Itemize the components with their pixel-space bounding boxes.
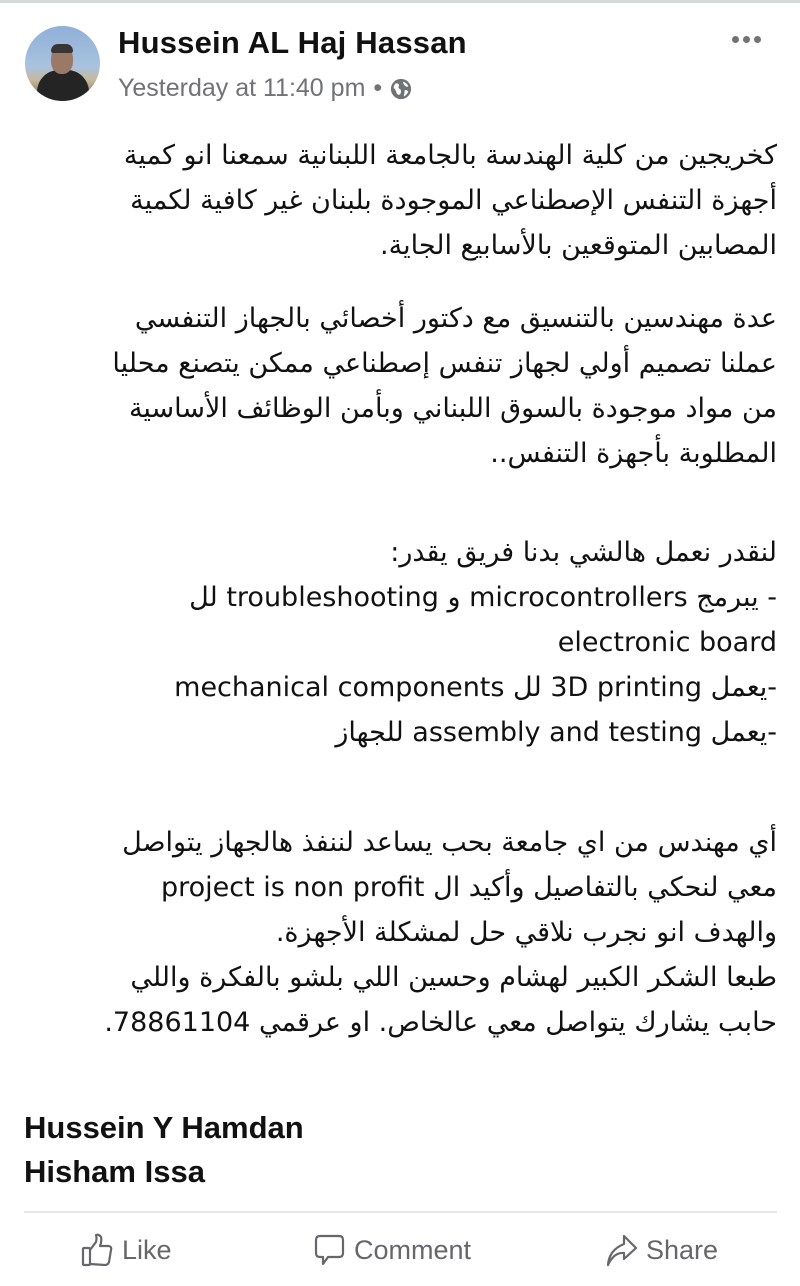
- share-arrow-icon: [604, 1232, 638, 1268]
- top-border: [0, 0, 800, 3]
- comment-button[interactable]: [312, 1232, 471, 1268]
- signature-name: Hussein Y Hamdan: [24, 1110, 304, 1145]
- comment-label: Comment: [354, 1234, 472, 1265]
- post-line: كخريجين من كلية الهندسة بالجامعة اللبنانية سمعنا انو كمية: [123, 140, 777, 171]
- globe-icon[interactable]: [390, 78, 412, 100]
- avatar-body-shape: [37, 70, 89, 101]
- post-line: electronic board: [557, 627, 777, 658]
- post-actions-bar: [0, 1224, 800, 1284]
- post-line: -يعمل 3D printing لل mechanical components: [174, 672, 777, 703]
- author-name[interactable]: Hussein AL Haj Hassan: [118, 25, 467, 60]
- post-paragraph-2: [24, 296, 777, 476]
- post-line: المصابين المتوقعين بالأسابيع الجاية.: [380, 230, 777, 261]
- share-button[interactable]: [604, 1232, 718, 1268]
- meta-separator: •: [373, 74, 383, 102]
- post-meta: [118, 74, 412, 103]
- post-line: -يعمل assembly and testing للجهاز: [335, 717, 777, 748]
- more-dot: [754, 36, 761, 43]
- share-label: Share: [646, 1234, 719, 1265]
- comment-bubble-icon: [312, 1232, 346, 1268]
- thumbs-up-icon: [80, 1232, 114, 1268]
- post-paragraph-4: [24, 820, 777, 1045]
- post-line: حابب يشارك يتواصل معي عالخاص. او عرقمي 78861104.: [104, 1007, 777, 1038]
- like-button[interactable]: [80, 1232, 172, 1268]
- post-line: عدة مهندسين بالتنسيق مع دكتور أخصائي بالجهاز التنفسي: [134, 303, 777, 334]
- more-options-button[interactable]: [728, 26, 764, 52]
- post-timestamp[interactable]: Yesterday at 11:40 pm: [118, 74, 366, 102]
- post-paragraph-1: [24, 133, 777, 268]
- post-line: عملنا تصميم أولي لجهاز تنفس إصطناعي ممكن يتصنع محليا: [112, 348, 777, 379]
- more-dot: [743, 36, 750, 43]
- more-dot: [732, 36, 739, 43]
- post-line: أي مهندس من اي جامعة بحب يساعد لننفذ هالجهاز يتواصل: [122, 827, 777, 858]
- signature-name: Hisham Issa: [24, 1154, 205, 1189]
- actions-divider: [24, 1211, 777, 1213]
- post-line: والهدف انو نجرب نلاقي حل لمشكلة الأجهزة.: [275, 917, 777, 948]
- post-line: المطلوبة بأجهزة التنفس..: [490, 438, 777, 469]
- avatar-hair-shape: [51, 44, 73, 53]
- author-avatar[interactable]: [25, 26, 100, 101]
- post-line: من مواد موجودة بالسوق اللبناني وبأمن الوظائف الأساسية: [128, 393, 777, 424]
- post-paragraph-3: [24, 530, 777, 755]
- post-line: لنقدر نعمل هالشي بدنا فريق يقدر:: [390, 537, 777, 568]
- post-line: طبعا الشكر الكبير لهشام وحسين اللي بلشو بالفكرة واللي: [130, 962, 777, 993]
- like-label: Like: [122, 1234, 172, 1265]
- post-line: أجهزة التنفس الإصطناعي الموجودة بلبنان غير كافية لكمية: [130, 185, 777, 216]
- post-line: - يبرمج microcontrollers و troubleshooting لل: [189, 582, 777, 613]
- post-line: معي لنحكي بالتفاصيل وأكيد ال project is non profit: [160, 872, 777, 903]
